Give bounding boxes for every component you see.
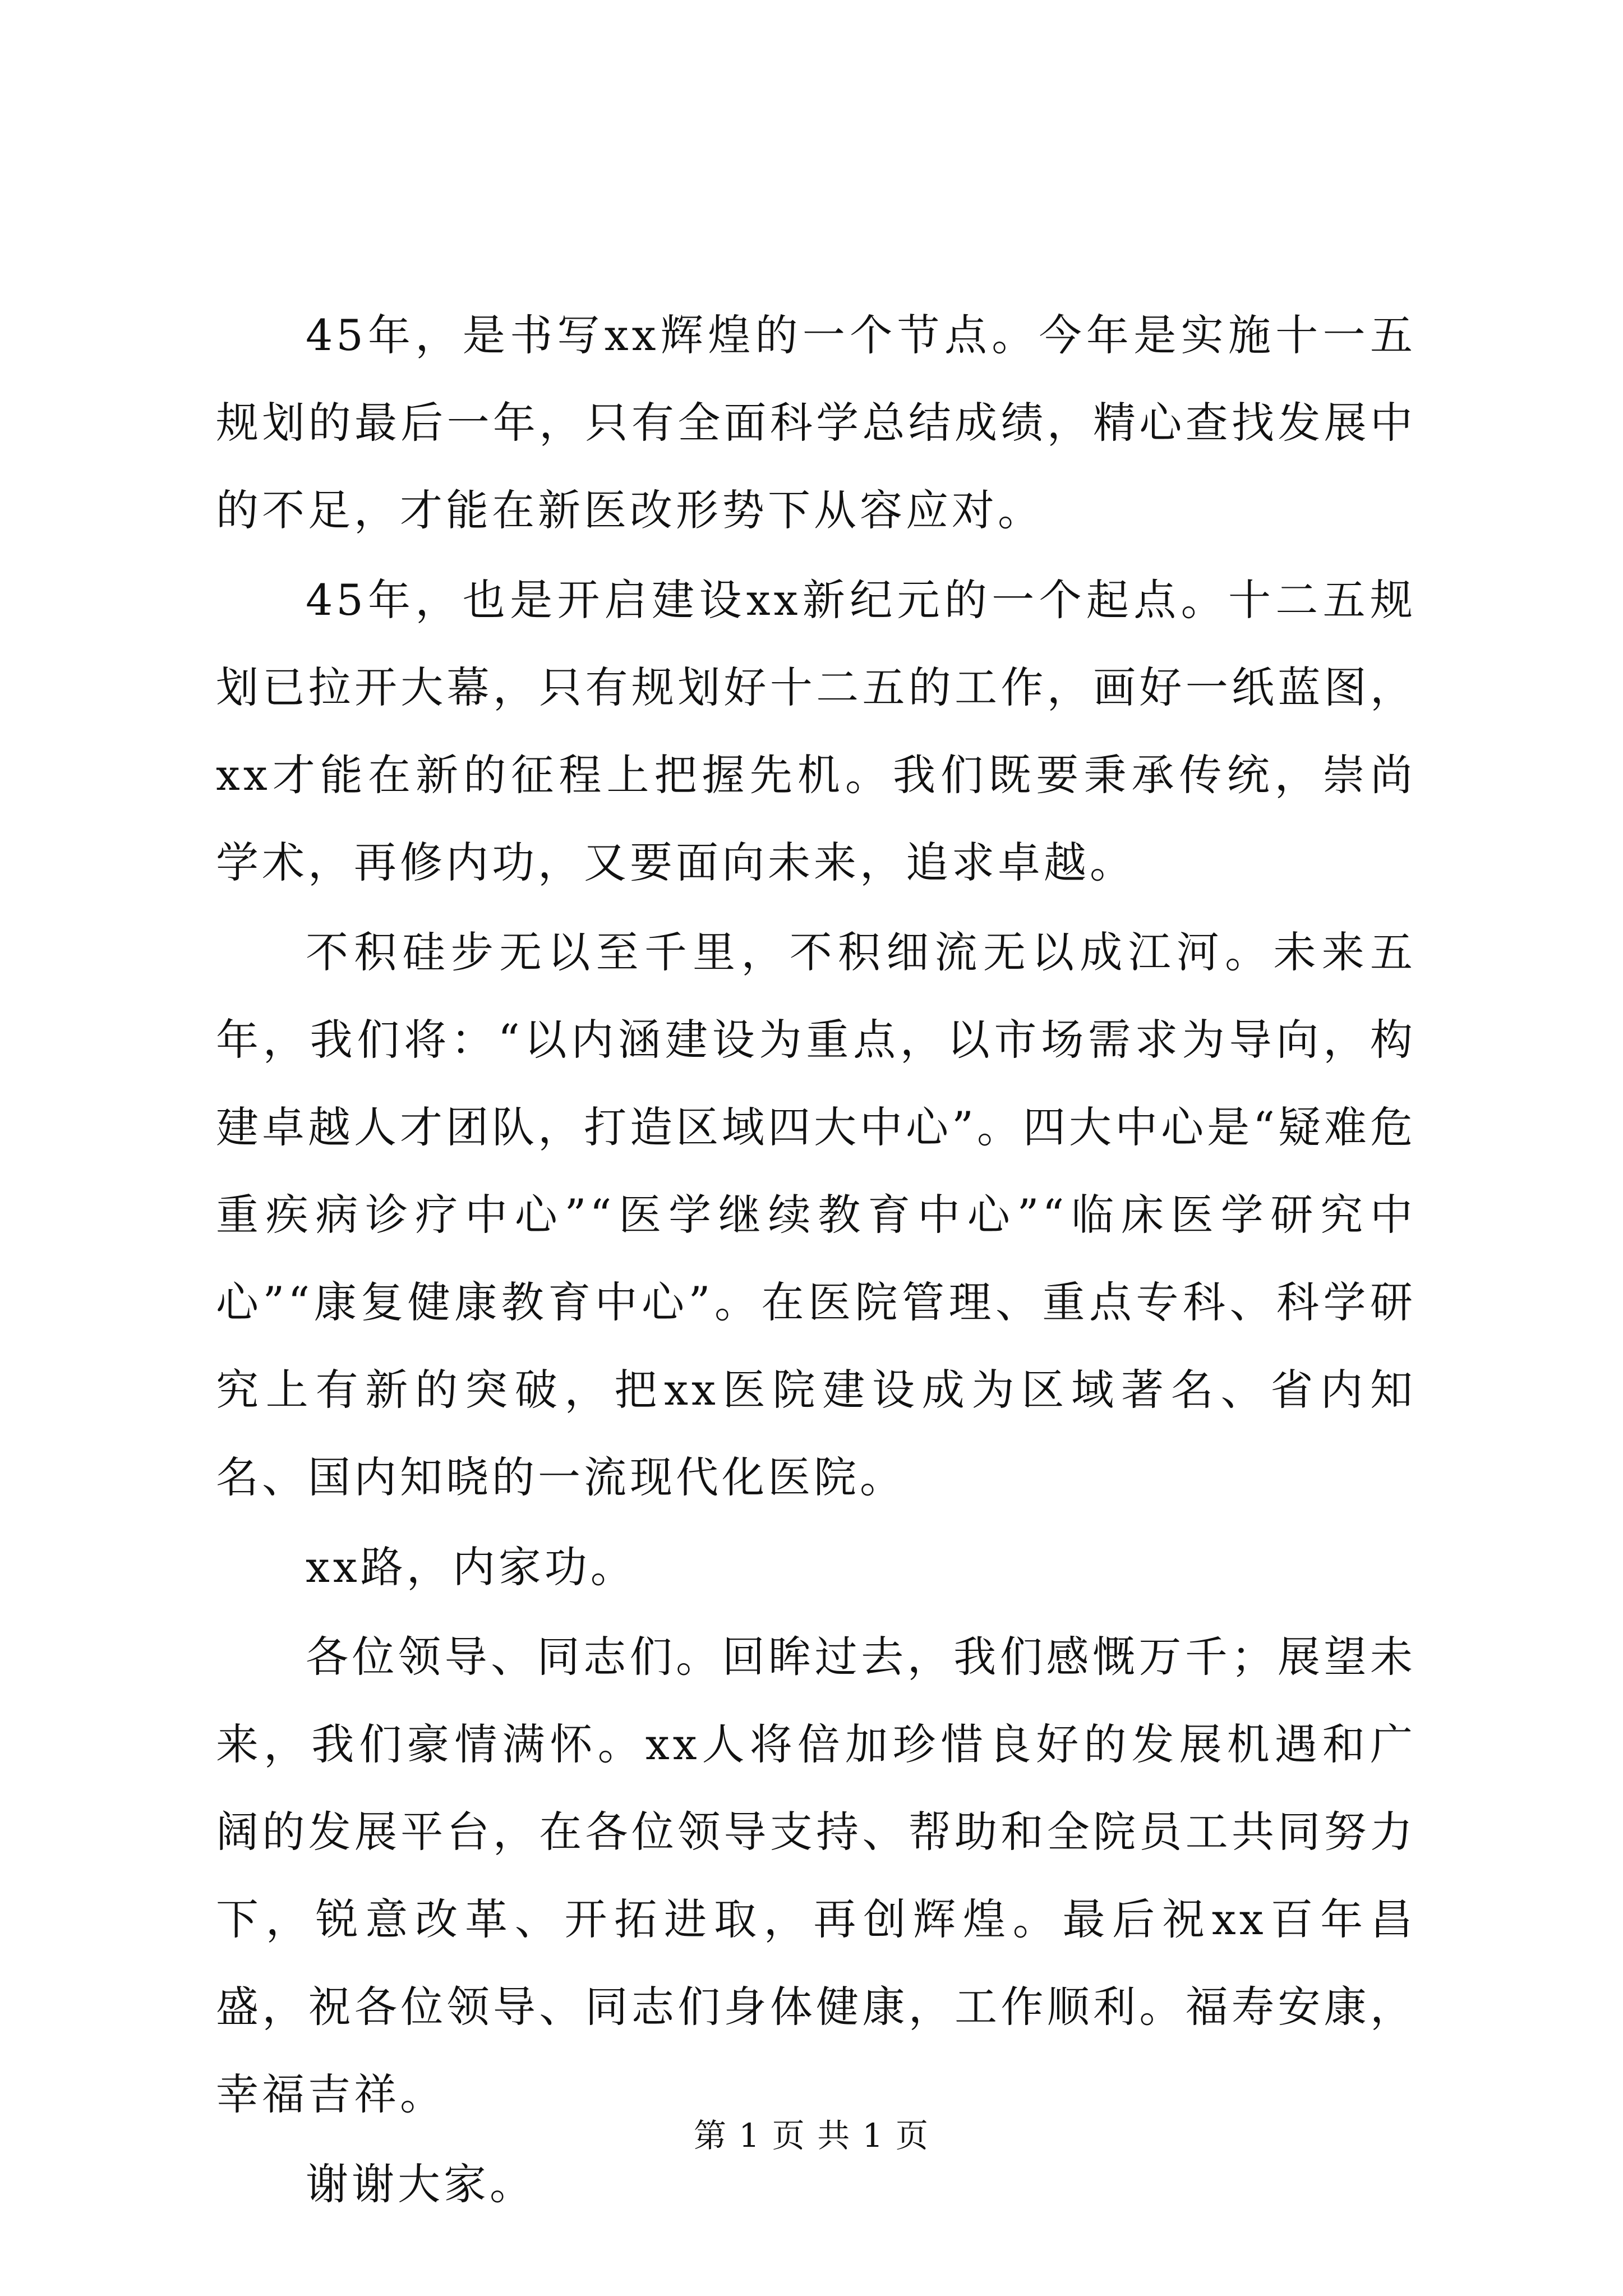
page-footer: 第 1 页 共 1 页: [694, 2116, 929, 2155]
document-body: [216, 292, 1416, 2230]
paragraph-2: 45年，也是开启建设xx新纪元的一个起点。十二五规划已拉开大幕，只有规划好十二五的工作，画好一纸蓝图，xx才能在新的征程上把握先机。我们既要秉承传统，崇尚学术，再修内功，又要面向未来，追求卓越。: [216, 575, 1416, 887]
paragraph-3: 不积硅步无以至千里，不积细流无以成江河。未来五年，我们将：“以内涵建设为重点，以市场需求为导向，构建卓越人才团队，打造区域四大中心”。四大中心是“疑难危重疾病诊疗中心”“医学继续教育中心”“临床医学研究中心”“康复健康教育中心”。在医院管理、重点专科、科学研究上有新的突破，把xx医院建设成为区域著名、省内知名、国内知晓的一流现代化医院。: [216, 927, 1416, 1502]
paragraph-1: 45年，是书写xx辉煌的一个节点。今年是实施十一五规划的最后一年，只有全面科学总结成绩，精心查找发展中的不足，才能在新医改形势下从容应对。: [216, 310, 1416, 535]
paragraph-5: 各位领导、同志们。回眸过去，我们感慨万千；展望未来，我们豪情满怀。xx人将倍加珍惜良好的发展机遇和广阔的发展平台，在各位领导支持、帮助和全院员工共同努力下，锐意改革、开拓进取，再创辉煌。最后祝xx百年昌盛，祝各位领导、同志们身体健康，工作顺利。福寿安康，幸福吉祥。: [216, 1632, 1416, 2119]
paragraph-4: xx路，内家功。: [306, 1542, 637, 1592]
paragraph-6: 谢谢大家。: [306, 2159, 536, 2209]
